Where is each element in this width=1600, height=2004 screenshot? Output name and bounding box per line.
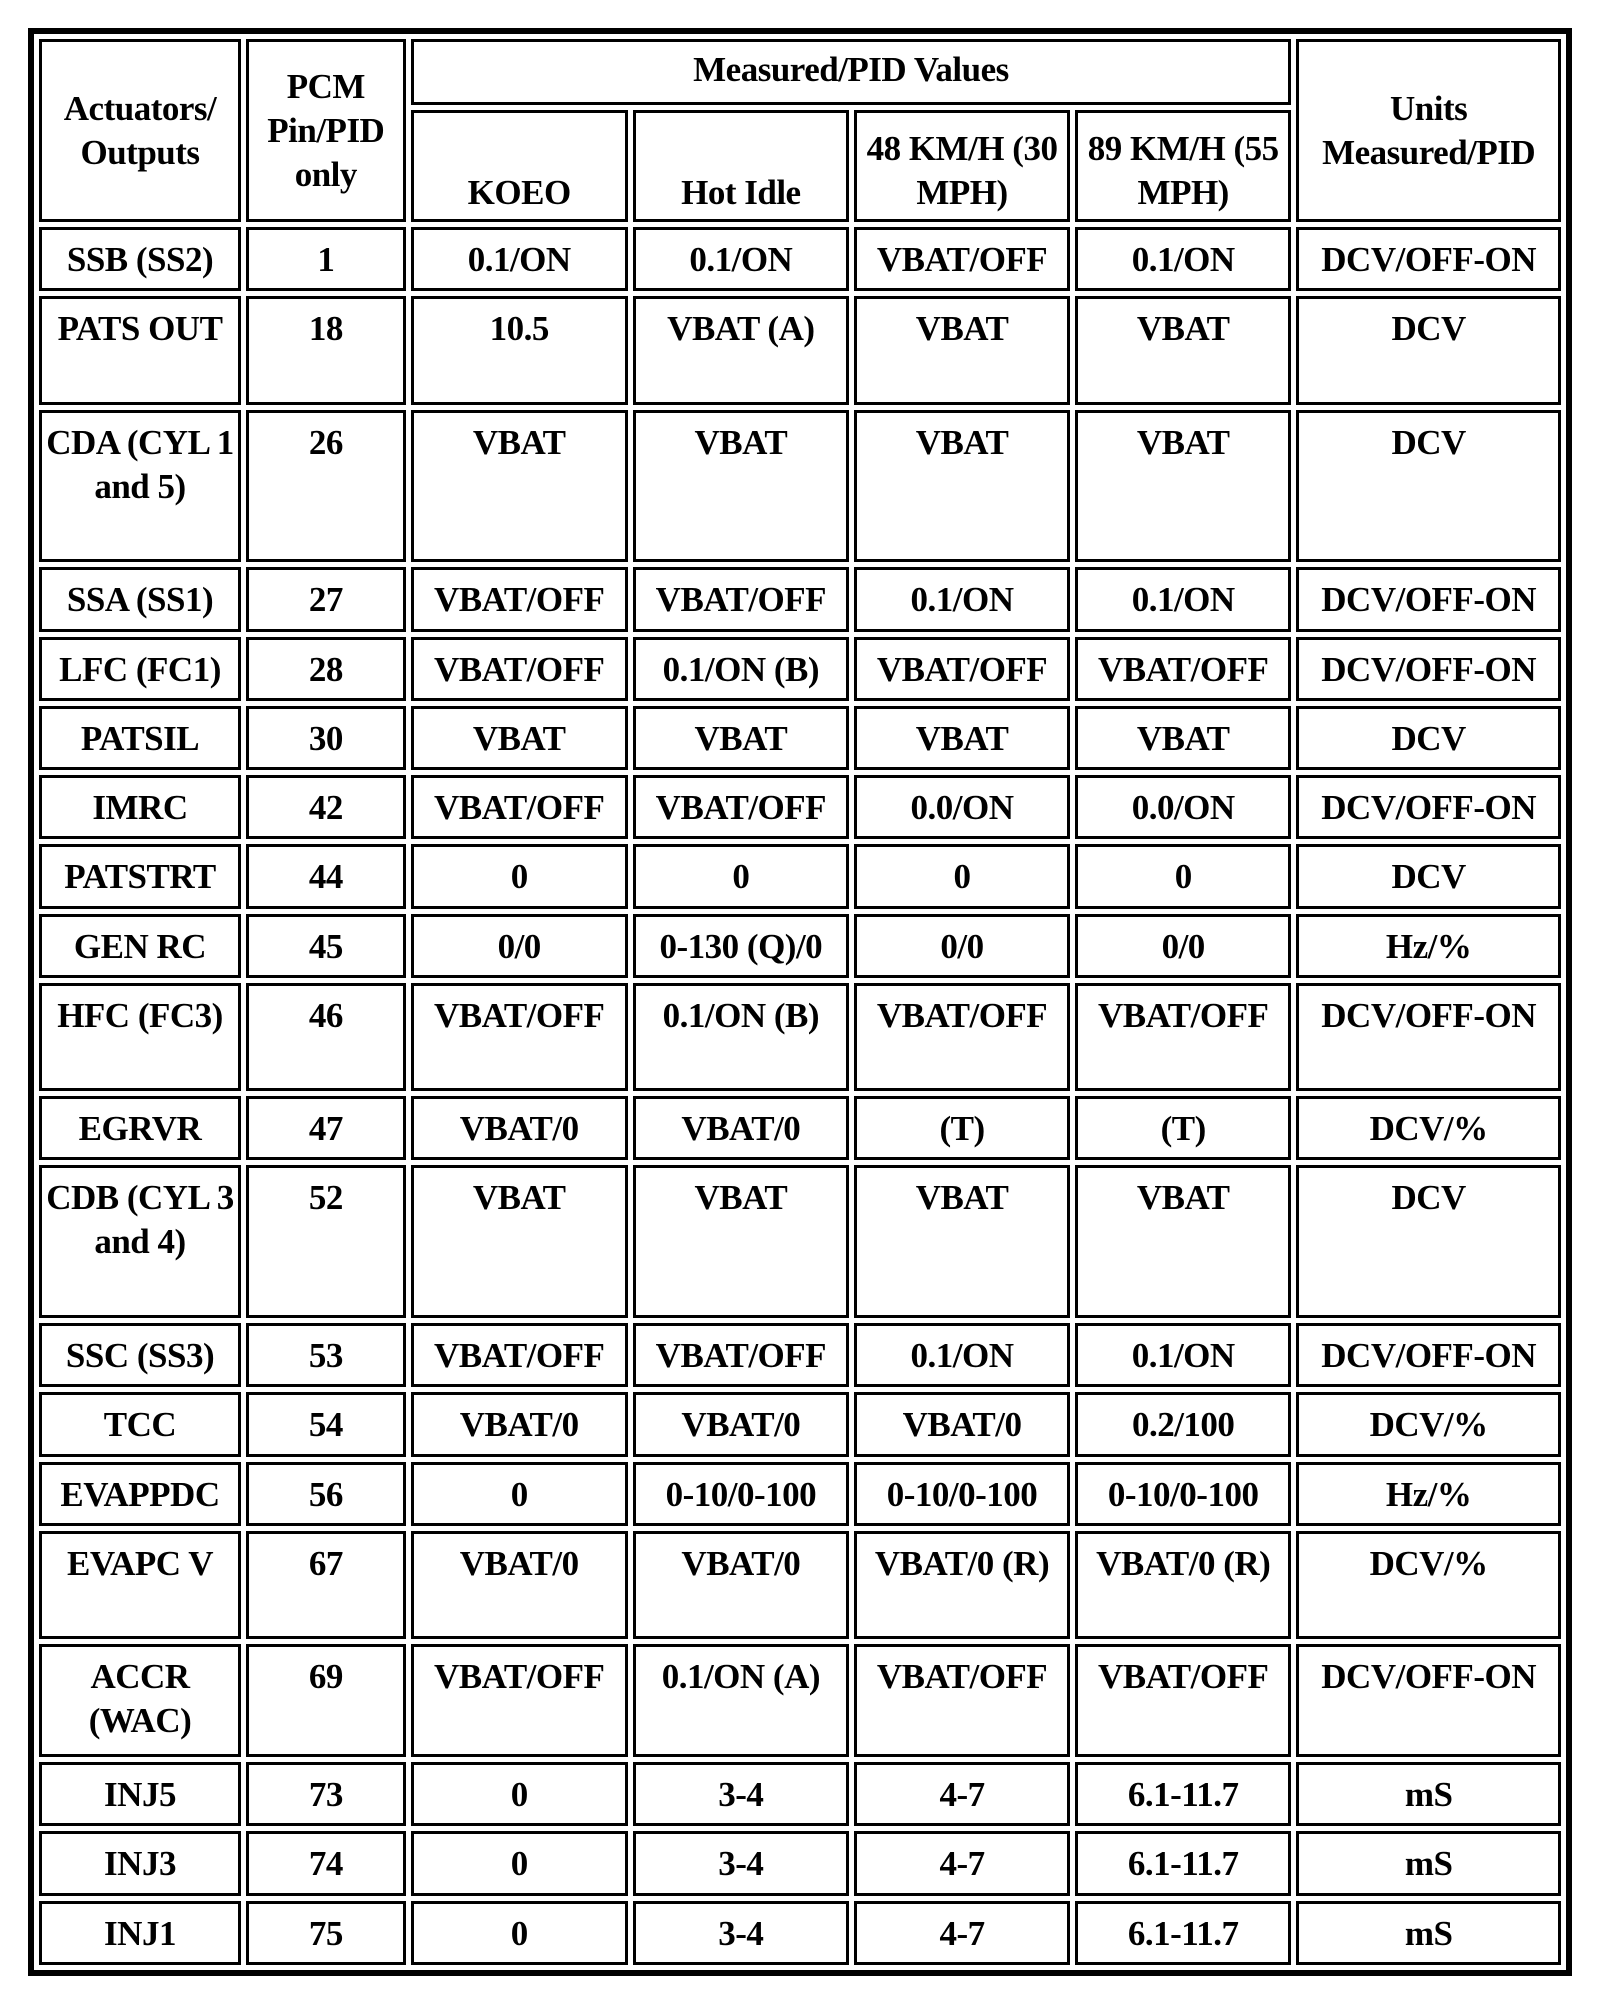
table-row: [39, 983, 1561, 1092]
row-48-kmh-value: VBAT: [854, 410, 1070, 563]
row-48-kmh-value: 4-7: [854, 1831, 1070, 1895]
row-koeo-value: 0.1/ON: [411, 227, 628, 291]
table-row: [39, 1531, 1561, 1640]
row-koeo-value: VBAT: [411, 410, 628, 563]
row-units: DCV/OFF-ON: [1296, 1323, 1561, 1387]
row-48-kmh-value: VBAT/OFF: [854, 1644, 1070, 1757]
table-row: [39, 567, 1561, 631]
row-koeo-value: VBAT/OFF: [411, 567, 628, 631]
row-koeo-value: 0: [411, 844, 628, 908]
row-actuator-name: TCC: [39, 1392, 241, 1456]
row-actuator-name: PATSTRT: [39, 844, 241, 908]
row-89-kmh-value: VBAT/OFF: [1075, 1644, 1291, 1757]
row-pcm-pin: 73: [246, 1762, 406, 1826]
row-units: mS: [1296, 1901, 1561, 1965]
row-hot-idle-value: 0.1/ON (B): [633, 983, 849, 1092]
row-actuator-name: INJ3: [39, 1831, 241, 1895]
header-48-kmh: 48 KM/H (30 MPH): [854, 110, 1070, 222]
row-48-kmh-value: 0.1/ON: [854, 567, 1070, 631]
row-pcm-pin: 28: [246, 637, 406, 701]
row-pcm-pin: 1: [246, 227, 406, 291]
row-units: DCV/OFF-ON: [1296, 637, 1561, 701]
row-hot-idle-value: 3-4: [633, 1831, 849, 1895]
table-row: [39, 706, 1561, 770]
row-actuator-name: ACCR (WAC): [39, 1644, 241, 1757]
row-units: DCV/OFF-ON: [1296, 227, 1561, 291]
row-89-kmh-value: 6.1-11.7: [1075, 1762, 1291, 1826]
row-actuator-name: SSC (SS3): [39, 1323, 241, 1387]
row-89-kmh-value: VBAT/OFF: [1075, 637, 1291, 701]
row-koeo-value: VBAT/0: [411, 1531, 628, 1640]
row-89-kmh-value: VBAT/OFF: [1075, 983, 1291, 1092]
row-89-kmh-value: 0-10/0-100: [1075, 1462, 1291, 1526]
row-units: DCV: [1296, 410, 1561, 563]
row-actuator-name: HFC (FC3): [39, 983, 241, 1092]
table-row: [39, 227, 1561, 291]
row-units: DCV: [1296, 296, 1561, 405]
row-hot-idle-value: 0-10/0-100: [633, 1462, 849, 1526]
header-89-kmh: 89 KM/H (55 MPH): [1075, 110, 1291, 222]
row-units: DCV/OFF-ON: [1296, 567, 1561, 631]
row-89-kmh-value: VBAT: [1075, 410, 1291, 563]
row-units: DCV/%: [1296, 1392, 1561, 1456]
row-koeo-value: VBAT: [411, 706, 628, 770]
header-units: Units Measured/PID: [1296, 39, 1561, 222]
row-89-kmh-value: VBAT: [1075, 1165, 1291, 1318]
row-units: DCV/%: [1296, 1531, 1561, 1640]
table-row: [39, 637, 1561, 701]
row-koeo-value: 0/0: [411, 914, 628, 978]
row-pcm-pin: 18: [246, 296, 406, 405]
row-pcm-pin: 53: [246, 1323, 406, 1387]
row-hot-idle-value: VBAT/OFF: [633, 1323, 849, 1387]
row-actuator-name: INJ1: [39, 1901, 241, 1965]
row-koeo-value: 10.5: [411, 296, 628, 405]
pcm-pid-table-frame: [28, 28, 1572, 1976]
row-89-kmh-value: VBAT: [1075, 296, 1291, 405]
row-48-kmh-value: (T): [854, 1096, 1070, 1160]
row-89-kmh-value: 0: [1075, 844, 1291, 908]
row-hot-idle-value: VBAT/OFF: [633, 567, 849, 631]
row-actuator-name: CDB (CYL 3 and 4): [39, 1165, 241, 1318]
table-row: [39, 296, 1561, 405]
row-hot-idle-value: 0-130 (Q)/0: [633, 914, 849, 978]
table-row: [39, 1323, 1561, 1387]
row-pcm-pin: 74: [246, 1831, 406, 1895]
table-row: [39, 1096, 1561, 1160]
table-row: [39, 844, 1561, 908]
row-units: DCV/OFF-ON: [1296, 1644, 1561, 1757]
row-89-kmh-value: 0.1/ON: [1075, 1323, 1291, 1387]
row-pcm-pin: 42: [246, 775, 406, 839]
row-koeo-value: VBAT/OFF: [411, 1323, 628, 1387]
row-actuator-name: EVAPPDC: [39, 1462, 241, 1526]
row-pcm-pin: 47: [246, 1096, 406, 1160]
row-actuator-name: CDA (CYL 1 and 5): [39, 410, 241, 563]
table-row: [39, 1762, 1561, 1826]
row-48-kmh-value: VBAT/OFF: [854, 227, 1070, 291]
row-48-kmh-value: 0-10/0-100: [854, 1462, 1070, 1526]
row-hot-idle-value: 0: [633, 844, 849, 908]
row-units: DCV/%: [1296, 1096, 1561, 1160]
row-pcm-pin: 67: [246, 1531, 406, 1640]
row-actuator-name: GEN RC: [39, 914, 241, 978]
table-row: [39, 1462, 1561, 1526]
row-89-kmh-value: 6.1-11.7: [1075, 1901, 1291, 1965]
row-actuator-name: SSB (SS2): [39, 227, 241, 291]
row-actuator-name: EGRVR: [39, 1096, 241, 1160]
table-row: [39, 1392, 1561, 1456]
row-koeo-value: VBAT/OFF: [411, 1644, 628, 1757]
row-pcm-pin: 56: [246, 1462, 406, 1526]
row-pcm-pin: 44: [246, 844, 406, 908]
row-actuator-name: IMRC: [39, 775, 241, 839]
row-koeo-value: VBAT/OFF: [411, 637, 628, 701]
row-pcm-pin: 52: [246, 1165, 406, 1318]
row-hot-idle-value: 0.1/ON (B): [633, 637, 849, 701]
row-48-kmh-value: VBAT/OFF: [854, 983, 1070, 1092]
row-48-kmh-value: 0: [854, 844, 1070, 908]
row-hot-idle-value: 3-4: [633, 1762, 849, 1826]
row-89-kmh-value: 0.2/100: [1075, 1392, 1291, 1456]
table-row: [39, 410, 1561, 563]
row-pcm-pin: 26: [246, 410, 406, 563]
table-row: [39, 1644, 1561, 1757]
table-body: [39, 227, 1561, 1965]
row-koeo-value: 0: [411, 1462, 628, 1526]
row-89-kmh-value: 0.0/ON: [1075, 775, 1291, 839]
row-actuator-name: PATS OUT: [39, 296, 241, 405]
row-pcm-pin: 30: [246, 706, 406, 770]
row-units: DCV: [1296, 706, 1561, 770]
row-pcm-pin: 45: [246, 914, 406, 978]
row-48-kmh-value: VBAT: [854, 1165, 1070, 1318]
row-hot-idle-value: 3-4: [633, 1901, 849, 1965]
row-koeo-value: VBAT/0: [411, 1392, 628, 1456]
row-pcm-pin: 69: [246, 1644, 406, 1757]
row-48-kmh-value: 0/0: [854, 914, 1070, 978]
row-hot-idle-value: VBAT: [633, 410, 849, 563]
row-89-kmh-value: 0/0: [1075, 914, 1291, 978]
row-actuator-name: LFC (FC1): [39, 637, 241, 701]
row-pcm-pin: 46: [246, 983, 406, 1092]
row-89-kmh-value: 0.1/ON: [1075, 567, 1291, 631]
row-koeo-value: 0: [411, 1901, 628, 1965]
row-koeo-value: 0: [411, 1762, 628, 1826]
row-koeo-value: VBAT: [411, 1165, 628, 1318]
row-actuator-name: PATSIL: [39, 706, 241, 770]
row-pcm-pin: 54: [246, 1392, 406, 1456]
row-koeo-value: 0: [411, 1831, 628, 1895]
row-48-kmh-value: VBAT/0 (R): [854, 1531, 1070, 1640]
row-koeo-value: VBAT/0: [411, 1096, 628, 1160]
header-hot-idle: Hot Idle: [633, 110, 849, 222]
row-hot-idle-value: VBAT/OFF: [633, 775, 849, 839]
header-actuators-outputs: Actuators/ Outputs: [39, 39, 241, 222]
row-units: DCV: [1296, 844, 1561, 908]
row-koeo-value: VBAT/OFF: [411, 983, 628, 1092]
row-pcm-pin: 75: [246, 1901, 406, 1965]
row-units: Hz/%: [1296, 1462, 1561, 1526]
table-row: [39, 914, 1561, 978]
row-actuator-name: INJ5: [39, 1762, 241, 1826]
row-48-kmh-value: 0.1/ON: [854, 1323, 1070, 1387]
row-48-kmh-value: 4-7: [854, 1762, 1070, 1826]
row-48-kmh-value: VBAT/0: [854, 1392, 1070, 1456]
row-hot-idle-value: VBAT/0: [633, 1531, 849, 1640]
header-koeo: KOEO: [411, 110, 628, 222]
row-89-kmh-value: VBAT: [1075, 706, 1291, 770]
row-hot-idle-value: VBAT: [633, 706, 849, 770]
row-units: DCV/OFF-ON: [1296, 983, 1561, 1092]
row-hot-idle-value: VBAT (A): [633, 296, 849, 405]
row-units: DCV/OFF-ON: [1296, 775, 1561, 839]
row-actuator-name: EVAPC V: [39, 1531, 241, 1640]
pcm-pid-table: [34, 34, 1566, 1970]
row-units: mS: [1296, 1831, 1561, 1895]
row-hot-idle-value: 0.1/ON (A): [633, 1644, 849, 1757]
table-row: [39, 1165, 1561, 1318]
row-units: Hz/%: [1296, 914, 1561, 978]
row-89-kmh-value: 0.1/ON: [1075, 227, 1291, 291]
header-measured-pid-values: Measured/PID Values: [411, 39, 1292, 105]
row-units: DCV: [1296, 1165, 1561, 1318]
row-koeo-value: VBAT/OFF: [411, 775, 628, 839]
row-actuator-name: SSA (SS1): [39, 567, 241, 631]
row-48-kmh-value: 0.0/ON: [854, 775, 1070, 839]
row-hot-idle-value: VBAT/0: [633, 1392, 849, 1456]
row-pcm-pin: 27: [246, 567, 406, 631]
table-row: [39, 1831, 1561, 1895]
table-row: [39, 775, 1561, 839]
table-row: [39, 1901, 1561, 1965]
row-48-kmh-value: VBAT: [854, 706, 1070, 770]
row-89-kmh-value: 6.1-11.7: [1075, 1831, 1291, 1895]
row-48-kmh-value: VBAT/OFF: [854, 637, 1070, 701]
row-hot-idle-value: 0.1/ON: [633, 227, 849, 291]
row-hot-idle-value: VBAT: [633, 1165, 849, 1318]
row-units: mS: [1296, 1762, 1561, 1826]
row-48-kmh-value: VBAT: [854, 296, 1070, 405]
row-48-kmh-value: 4-7: [854, 1901, 1070, 1965]
header-pcm-pin: PCM Pin/PID only: [246, 39, 406, 222]
row-89-kmh-value: VBAT/0 (R): [1075, 1531, 1291, 1640]
row-89-kmh-value: (T): [1075, 1096, 1291, 1160]
row-hot-idle-value: VBAT/0: [633, 1096, 849, 1160]
